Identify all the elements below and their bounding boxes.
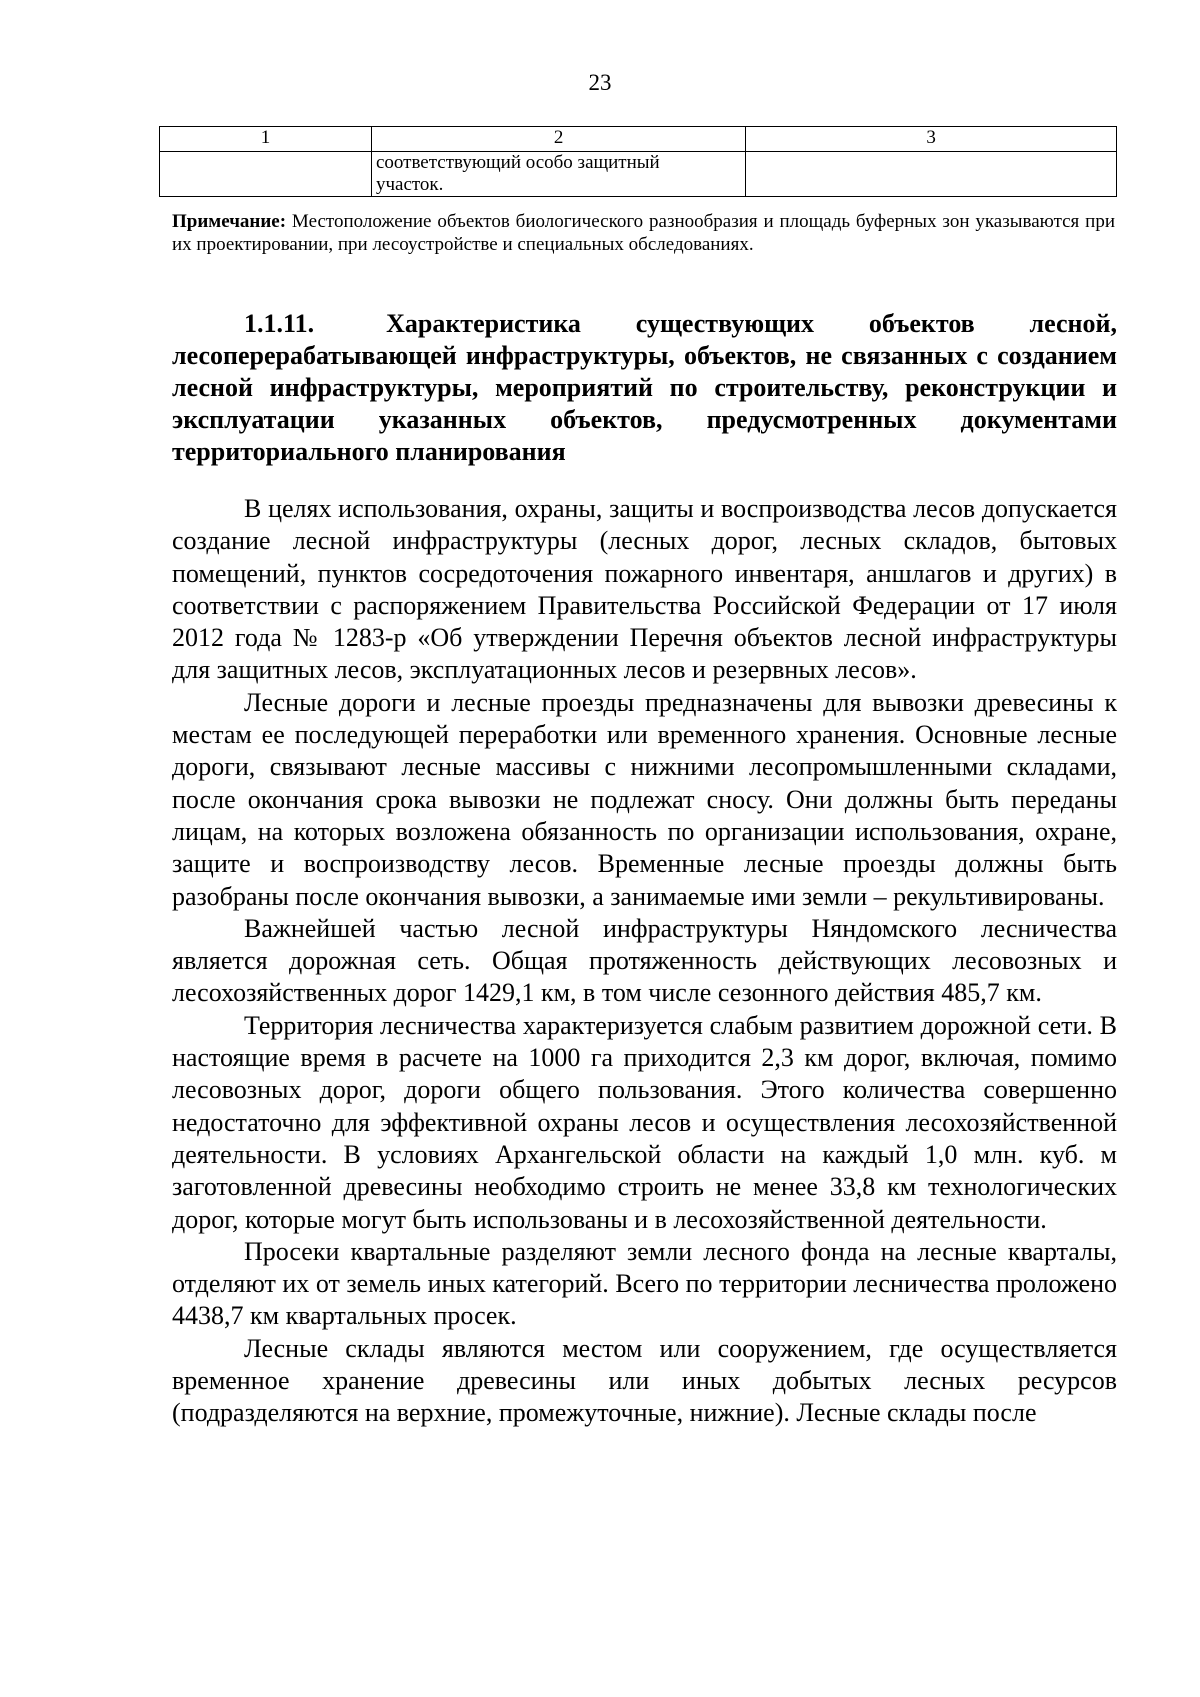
note-label: Примечание: [172, 211, 287, 232]
section-title: Характеристика существующих объектов лесной, лесоперерабатывающей инфраструктуры, объектов, не связанных с созданием лесной инфраструктуры, мероприятий по строительству, реконструкции и эксплуатации указанных объектов, предусмотренных документами территориального планирования [172, 309, 1117, 466]
continuation-table [159, 126, 1117, 197]
note-text: Местоположение объектов биологического разнообразия и площадь буферных зон указываются при их проектировании, при лесоустройстве и специальных обследованиях. [172, 211, 1115, 255]
table-header-row [160, 127, 1117, 152]
table-header-cell: 3 [746, 127, 1117, 152]
section-heading [172, 308, 1117, 468]
paragraph: Лесные склады являются местом или сооружением, где осуществляется временное хранение древесины или иных добытых лесных ресурсов (подразделяются на верхние, промежуточные, нижние). Лесные склады после [172, 1333, 1117, 1428]
paragraph: Территория лесничества характеризуется слабым развитием дорожной сети. В настоящие время в расчете на 1000 га приходится 2,3 км дорог, включая, помимо лесовозных дорог, дороги общего пользования. Этого количества совершенно недостаточно для эффективной охраны лесов и осуществления лесохозяйственной деятельности. В условиях Архангельской области на каждый 1,0 млн. куб. м заготовленной древесины необходимо строить не менее 33,8 км технологических дорог, которые могут быть использованы и в лесохозяйственной деятельности. [172, 1010, 1117, 1234]
table-row [160, 152, 1117, 197]
page-number: 23 [588, 70, 612, 95]
table-note [172, 210, 1115, 256]
table-cell [746, 152, 1117, 197]
table-cell [160, 152, 372, 197]
table-cell-line: участок. [375, 174, 444, 195]
table-header-cell: 1 [160, 127, 372, 152]
paragraph: Лесные дороги и лесные проезды предназначены для вывозки древесины к местам ее последующей переработки или временного хранения. Основные лесные дороги, связывают лесные массивы с нижними лесопромышленными складами, после окончания срока вывозки не подлежат сносу. Они должны быть переданы лицам, на которых возложена обязанность по организации использования, охране, защите и воспроизводству лесов. Временные лесные проезды должны быть разобраны после окончания вывозки, а занимаемые ими земли – рекультивированы. [172, 687, 1117, 911]
table-cell-line: соответствующий особо защитный [375, 152, 660, 173]
section-number: 1.1.11. [244, 309, 315, 338]
paragraph: Просеки квартальные разделяют земли лесного фонда на лесные кварталы, отделяют их от земель иных категорий. Всего по территории лесничества проложено 4438,7 км квартальных просек. [172, 1236, 1117, 1331]
table-cell [371, 152, 745, 197]
table-header-cell: 2 [371, 127, 745, 152]
paragraph: Важнейшей частью лесной инфраструктуры Няндомского лесничества является дорожная сеть. Общая протяженность действующих лесовозных и лесохозяйственных дорог 1429,1 км, в том числе сезонного действия 485,7 км. [172, 913, 1117, 1008]
paragraph: В целях использования, охраны, защиты и воспроизводства лесов допускается создание лесной инфраструктуры (лесных дорог, лесных складов, бытовых помещений, пунктов сосредоточения пожарного инвентаря, аншлагов и других) в соответствии с распоряжением Правительства Российской Федерации от 17 июля 2012 года № 1283-р «Об утверждении Перечня объектов лесной инфраструктуры для защитных лесов, эксплуатационных лесов и резервных лесов». [172, 494, 1117, 685]
body-text [172, 493, 1117, 1430]
